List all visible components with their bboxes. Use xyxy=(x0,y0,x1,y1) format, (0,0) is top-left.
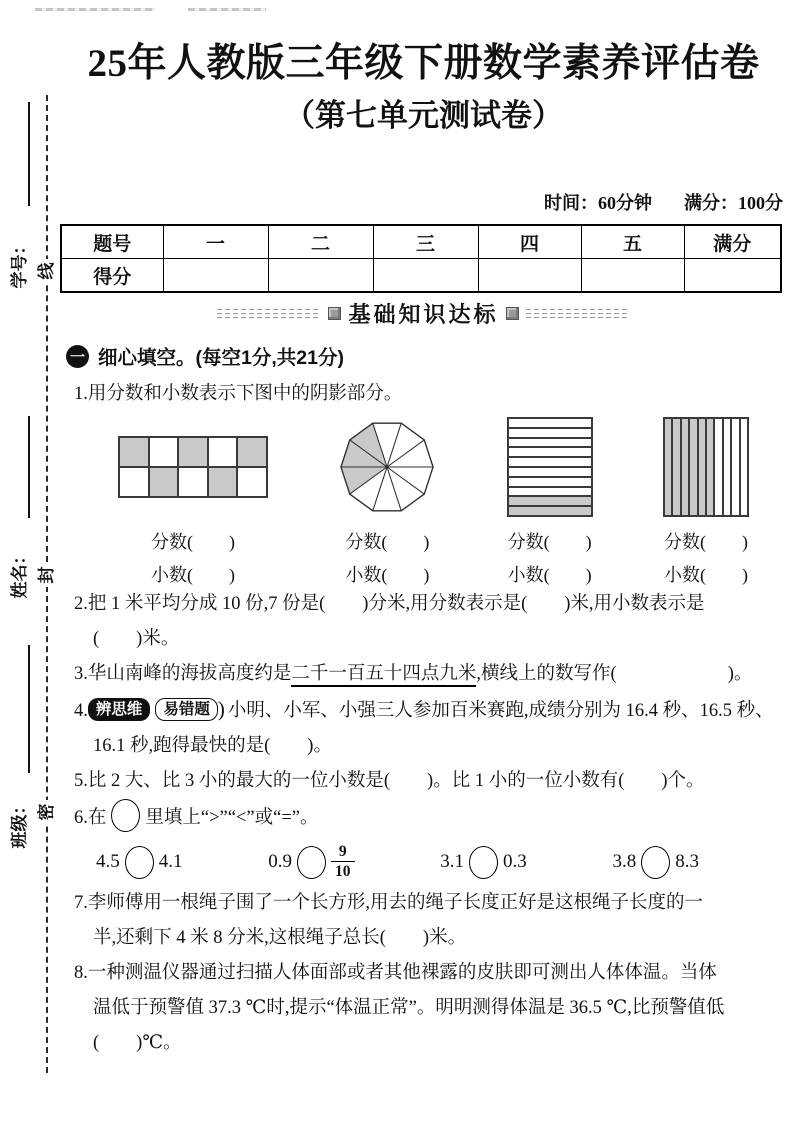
compare-circle xyxy=(111,799,140,832)
question-4-line1: 小明、小军、小强三人参加百米赛跑,成绩分别为 16.4 秒、16.5 秒、 xyxy=(227,701,774,721)
time-limit: 时间：60分钟 xyxy=(544,193,652,213)
banner-dashes-right xyxy=(526,309,630,318)
part1-title: 细心填空。(每空1分,共21分) xyxy=(98,347,344,369)
badge-bracket: ) xyxy=(217,697,225,721)
seal-char-xian: 线 xyxy=(35,259,59,283)
question-2-line1: 2.把 1 米平均分成 10 份,7 份是( )分米,用分数表示是( )米,用小数表示是 xyxy=(74,594,705,614)
seal-char-mi: 密 xyxy=(35,800,59,824)
score-col-header: 一 xyxy=(163,225,268,259)
decimal-label: 小数( ) xyxy=(345,565,430,585)
question-6-pre: 6.在 xyxy=(74,808,107,828)
figure-column xyxy=(338,416,436,587)
exam-meta xyxy=(60,190,787,216)
question-5 xyxy=(74,764,787,799)
cube-icon xyxy=(506,307,519,320)
compare-right: 0.3 xyxy=(503,851,527,872)
class-blank-line xyxy=(28,645,30,773)
score-col-header: 四 xyxy=(478,225,581,259)
compare-circle xyxy=(297,846,326,879)
shaded-grid-figure xyxy=(118,416,268,518)
question-7 xyxy=(74,886,787,956)
score-cell-empty xyxy=(684,259,781,293)
comparison-item xyxy=(613,842,700,882)
question-1-figures xyxy=(74,412,787,587)
compare-left: 3.1 xyxy=(440,851,464,872)
compare-left: 4.5 xyxy=(96,851,120,872)
thinking-badge: 辨思维 xyxy=(88,698,151,721)
decimal-label: 小数( ) xyxy=(663,565,748,585)
question-7-line1: 7.李师傅用一根绳子围了一个长方形,用去的绳子长度正好是这根绳子长度的一 xyxy=(74,893,704,913)
question-8-line3: ( )℃。 xyxy=(93,1033,182,1053)
question-4 xyxy=(74,692,787,764)
score-cell-empty xyxy=(478,259,581,293)
exam-paper xyxy=(60,0,787,1061)
comparison-item xyxy=(268,842,354,882)
question-3-pre: 3.华山南峰的海拔高度约是 xyxy=(74,664,292,684)
compare-left: 0.9 xyxy=(268,851,292,872)
question-3 xyxy=(74,657,787,692)
seal-char-feng: 封 xyxy=(35,563,59,587)
name-label: 姓名： xyxy=(10,547,29,599)
compare-right: 8.3 xyxy=(675,851,699,872)
score-table xyxy=(60,224,782,293)
question-4-number: 4. xyxy=(74,701,88,721)
fraction-label: 分数( ) xyxy=(663,532,748,552)
decimal-label: 小数( ) xyxy=(151,565,235,585)
question-1 xyxy=(74,377,787,587)
score-cell-empty xyxy=(581,259,684,293)
compare-circle xyxy=(641,846,670,879)
question-2 xyxy=(74,587,787,657)
score-cell-empty xyxy=(268,259,373,293)
question-8 xyxy=(74,956,787,1061)
score-col-header: 二 xyxy=(268,225,373,259)
page-title: 25年人教版三年级下册数学素养评估卷 xyxy=(87,42,760,85)
question-5-text: 5.比 2 大、比 3 小的最大的一位小数是( )。比 1 小的一位小数有( )个。 xyxy=(74,771,705,791)
compare-circle xyxy=(125,846,154,879)
page-subtitle: （第七单元测试卷） xyxy=(284,98,563,133)
fraction: $\frac{9}{10}$ xyxy=(331,843,355,881)
fraction-label: 分数( ) xyxy=(345,532,430,552)
section-banner xyxy=(60,298,787,329)
cube-icon xyxy=(328,307,341,320)
question-8-line1: 8.一种测温仪器通过扫描人体面部或者其他裸露的皮肤即可测出人体体温。当体 xyxy=(74,963,717,983)
score-col-header: 满分 xyxy=(684,225,781,259)
comparison-row xyxy=(74,836,787,886)
comparison-item xyxy=(440,842,527,882)
score-cell-empty xyxy=(373,259,478,293)
score-col-header: 题号 xyxy=(61,225,163,259)
question-6-post: 里填上“>”“<”或“=”。 xyxy=(145,808,319,828)
question-list xyxy=(74,377,787,1061)
decimal-label: 小数( ) xyxy=(507,565,592,585)
figure-column xyxy=(507,416,593,587)
section-banner-title: 基础知识达标 xyxy=(348,302,499,327)
compare-right: 4.1 xyxy=(158,851,183,872)
fraction-label: 分数( ) xyxy=(507,532,592,552)
student-id-label: 学号： xyxy=(10,237,29,289)
shaded-hstrips-figure xyxy=(507,416,593,518)
class-label: 班级： xyxy=(10,797,29,849)
score-col-header: 五 xyxy=(581,225,684,259)
question-4-line2: 16.1 秒,跑得最快的是( )。 xyxy=(93,736,332,756)
question-8-line2: 温低于预警值 37.3 ℃时,提示“体温正常”。明明测得体温是 36.5 ℃,比预警值低 xyxy=(93,998,725,1018)
shaded-decagon-figure xyxy=(338,416,436,518)
question-3-post: ,横线上的数写作( )。 xyxy=(476,664,753,684)
score-col-header: 三 xyxy=(373,225,478,259)
comparison-item xyxy=(96,842,183,882)
compare-circle xyxy=(469,846,498,879)
score-table-score-row xyxy=(61,259,781,293)
name-blank-line xyxy=(28,416,30,518)
score-cell-empty xyxy=(163,259,268,293)
fraction-label: 分数( ) xyxy=(151,532,235,552)
question-2-line2: ( )米。 xyxy=(93,629,180,649)
question-7-line2: 半,还剩下 4 米 8 分米,这根绳子总长( )米。 xyxy=(93,928,467,948)
question-1-text: 1.用分数和小数表示下图中的阴影部分。 xyxy=(74,384,403,404)
figure-column xyxy=(663,416,749,587)
figure-column xyxy=(118,416,268,587)
compare-left: 3.8 xyxy=(612,851,637,872)
full-score: 满分：100分 xyxy=(684,193,783,213)
part-number-badge: 一 xyxy=(66,345,89,368)
shaded-vstrips-figure xyxy=(663,416,749,518)
part1-header xyxy=(66,342,787,370)
score-table-header-row xyxy=(61,225,781,259)
student-id-blank-line xyxy=(28,102,30,206)
error-prone-badge: 易错题 xyxy=(155,698,218,721)
banner-dashes-left xyxy=(217,309,321,318)
score-row-label: 得分 xyxy=(61,259,163,293)
question-3-underlined-number: 二千一百五十四点九米 xyxy=(291,664,476,687)
question-6 xyxy=(74,799,787,886)
